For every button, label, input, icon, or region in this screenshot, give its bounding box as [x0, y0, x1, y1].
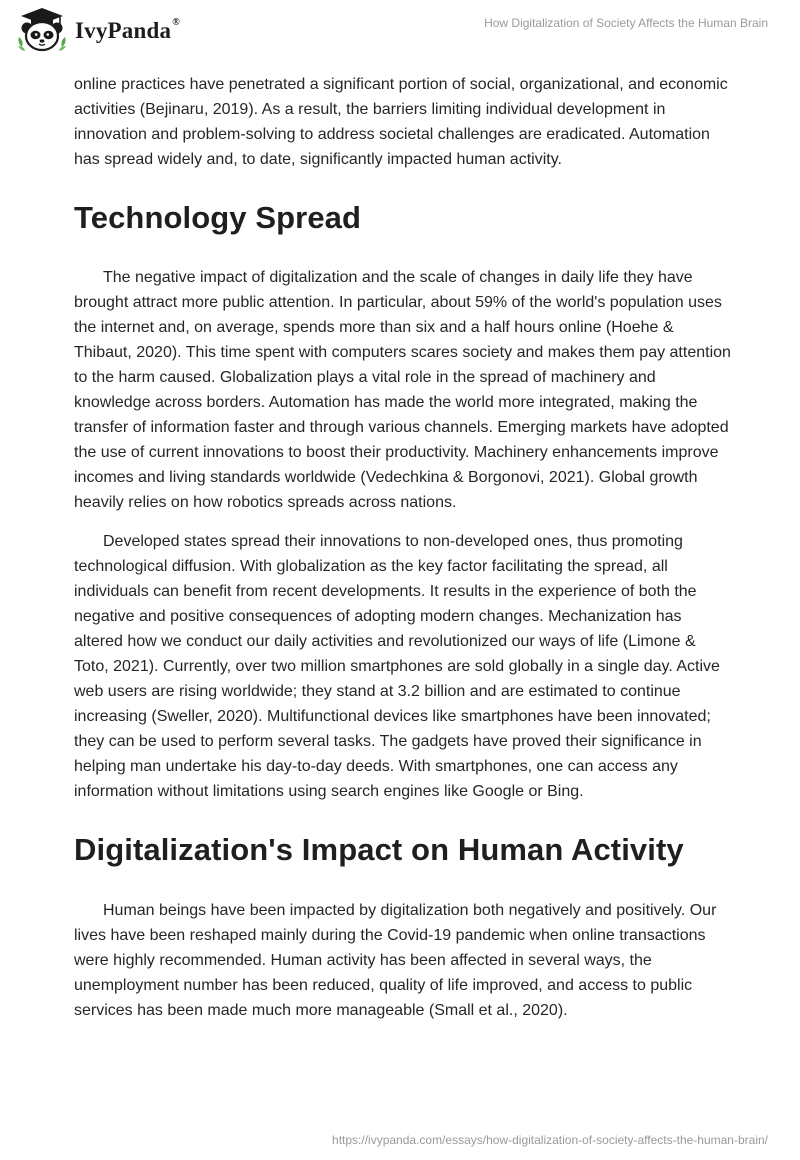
- running-title: How Digitalization of Society Affects the Human Brain: [484, 16, 768, 30]
- section-heading-impact-on-human-activity: Digitalization's Impact on Human Activity: [74, 832, 684, 867]
- section-heading-technology-spread: Technology Spread: [74, 200, 362, 235]
- ivypanda-logo[interactable]: [16, 7, 180, 53]
- intro-paragraph: online practices have penetrated a significant portion of social, organizational, and economic activities (Bejinaru, 2019). As a result, the barriers limiting individual development in innovation and problem-solving to address societal challenges are eradicated. Automation has spread widely and, to date, significantly impacted human activity.: [74, 76, 728, 168]
- registered-mark: ®: [172, 17, 180, 28]
- paragraph: The negative impact of digitalization and the scale of changes in daily life they have brought attract more public attention. In particular, about 59% of the world's population uses the internet and, on average, spends more than six and a half hours online (Hoehe & Thibaut, 2020). This time spent with computers scares society and makes them pay attention to the harm caused. Globalization plays a vital role in the spread of machinery and knowledge across borders. Automation has made the world more integrated, making the transfer of information faster and through various channels. Emerging markets have adopted the use of current innovations to boost their productivity. Machinery enhancements improve incomes and living standards worldwide (Vedechkina & Borgonovi, 2021). Global growth heavily relies on how robotics spreads across nations.: [74, 269, 731, 511]
- panda-graduate-icon: [16, 7, 68, 53]
- essay-body: [74, 72, 734, 1023]
- paragraph: Developed states spread their innovations to non-developed ones, thus promoting technological diffusion. With globalization as the key factor facilitating the spread, all individuals can benefit from recent developments. It results in the experience of both the negative and positive consequences of adopting modern changes. Mechanization has altered how we conduct our daily activities and revolutionized our ways of life (Limone & Toto, 2021). Currently, over two million smartphones are sold globally in a single day. Active web users are rising worldwide; they stand at 3.2 billion and are estimated to continue increasing (Sweller, 2020). Multifunctional devices like smartphones have been innovated; they can be used to perform several tasks. The gadgets have proved their significance in helping man undertake his day-to-day deeds. With smartphones, one can access any information without limitations using search engines like Google or Bing.: [74, 533, 720, 800]
- source-url[interactable]: https://ivypanda.com/essays/how-digitalization-of-society-affects-the-human-brain/: [332, 1133, 768, 1147]
- paragraph: Human beings have been impacted by digitalization both negatively and positively. Our lives have been reshaped mainly during the Covid-19 pandemic when online transactions were highly recommended. Human activity has been affected in several ways, the unemployment number has been reduced, quality of life improved, and access to public services has been made much more manageable (Small et al., 2020).: [74, 902, 717, 1019]
- brand-name: IvyPanda®: [75, 17, 180, 43]
- page-header: [0, 0, 800, 64]
